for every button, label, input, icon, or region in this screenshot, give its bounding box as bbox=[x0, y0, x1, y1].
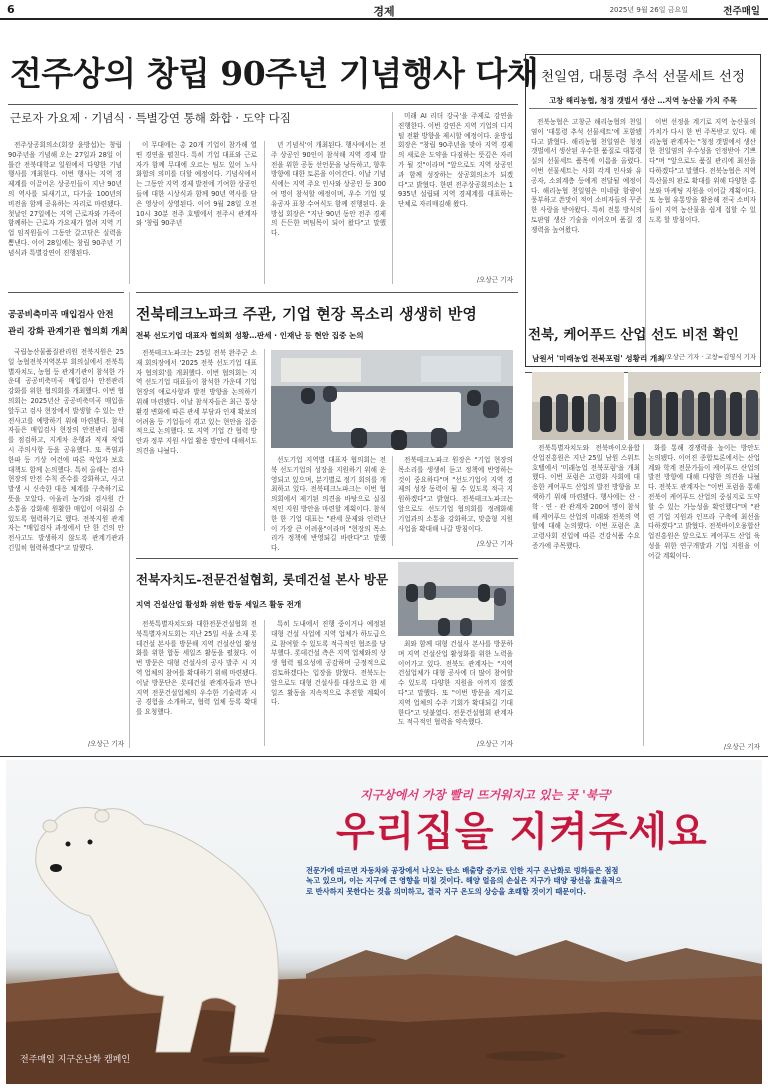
a3-byline: /오상근 기자 bbox=[87, 740, 124, 748]
a6-col2: 특히 도내에서 진행 중이거나 예정된 대형 건설 사업에 지역 업체가 하도급으로 참여할 수 있도록 적극적인 협조를 당부했다. 롯데건설 측은 지역 업체와의 상생 협력 필요성에 공감하며 긍정적으로 검토하겠다는 입장을 밝혔다. 전북도는 앞으로도 대형 건설사를 대상으로 한 세일즈 활동을 지속적으로 추진할 계획이다. bbox=[271, 620, 386, 707]
a5-forum-photo bbox=[532, 372, 624, 440]
ad-footer-caption: 전주매일 지구온난화 캠페인 bbox=[20, 1055, 131, 1065]
a5-col2-text: 화를 통해 경쟁력을 높이는 방안도 논의됐다. 이어진 종합토론에서는 산업계와 학계 전문가들이 케어푸드 산업의 발전 방향에 대해 다양한 의견을 나눴다. 전북도 관계자는 "이번 포럼을 통해 전북이 케어푸드 산업의 중심지로 도약할 수 있는 가능성을 확인했다"며 "관련 기업 지원과 인프라 구축에 최선을 다하겠다"고 밝혔다. 전북바이오융합산업진흥원은 앞으로도 케어푸드 산업 육성을 위한 연구개발과 기업 지원을 이어갈 계획이다. bbox=[648, 444, 760, 560]
a6-meeting-photo bbox=[398, 562, 514, 636]
a5-col1-text: 전북특별자치도와 전북바이오융합산업진흥원은 지난 25일 남원 스위트호텔에서 '미래농업 전북포럼'을 개최했다. 이번 포럼은 고령화 사회에 대응한 케어푸드 산업의 발전 방향을 모색하기 위해 마련됐다. 행사에는 산 · 학 · 연 · 관 관계자 200여 명이 참석해 케어푸드 산업의 미래와 전북의 역할에 대해 논의했다. 이번 포럼은 초고령사회 진입에 따른 건강식품 수요 증가에 주목했다. bbox=[532, 444, 640, 550]
headline-a2: 천일염, 대통령 추석 선물세트 선정 bbox=[540, 69, 746, 85]
campaign-ad bbox=[6, 760, 762, 1084]
a2-col2: 이번 선정을 계기로 지역 농산물의 가치가 다시 한 번 주목받고 있다. 해리농협 관계자는 "청정 갯벌에서 생산한 천일염의 우수성을 인정받아 기쁘다"며 "앞으로도 품질 관리에 최선을 다하겠다"고 말했다. 전북농협은 지역 특산물의 판로 확대를 위해 다양한 홍보와 마케팅 지원을 이어갈 계획이다. 또 농협 유통망을 활용해 전국 소비자들이 지역 농산물을 쉽게 접할 수 있도록 할 방침이다. bbox=[649, 118, 756, 224]
a6-byline: /오상근 기자 bbox=[476, 740, 513, 748]
a1-byline: /오상근 기자 bbox=[476, 276, 513, 284]
a1-rule bbox=[8, 104, 518, 105]
headline-a3-line1: 공공비축미곡 매입검사 안전 bbox=[8, 310, 114, 320]
a1-col1: 전주상공회의소(회장 윤방섭)는 창립 90주년을 기념해 오는 27일과 28일 이틀간 전북대학교 일원에서 다양한 기념행사를 개최한다. 이번 행사는 지역 경제계를 이끌어온 상공인들이 지난 90년의 역사를 되새기고, 다가올 100년의 비전을 함께 공유하는 자리로 마련됐다. 첫날인 27일에는 지역 근로자와 가족이 함께하는 근로자 가요제가 열려 지역 기업 임직원들이 그동안 갈고닦은 실력을 뽐낸다. 이어 28일에는 창립 90주년 기념식과 특별강연이 진행된다. bbox=[8, 141, 122, 257]
paper-name: 전주매일 bbox=[723, 6, 760, 17]
section-title: 경제 bbox=[373, 5, 395, 18]
a4-col3: 전북테크노파크 원장은 "기업 현장의 목소리를 생생히 듣고 정책에 반영하는 것이 중요하다"며 "선도기업이 지역 경제의 성장 동력이 될 수 있도록 적극 지원하겠다"고 밝혔다. 전북테크노파크는 앞으로도 선도기업 협의회를 정례화해 기업과의 소통을 강화하고, 맞춤형 지원 사업을 확대해 나갈 방침이다. bbox=[398, 456, 513, 533]
ad-body: 전문가에 따르면 자동차와 공장에서 나오는 탄소 배출량 증가로 인한 지구 온난화로 빙하들은 점점 녹고 있으며, 이는 지구에 큰 영향을 미칠 것이다. 해양 얼음의 손실은 지구가 태양 광선을 효율적으 로 반사하지 못한다는 것을 의미하고, 결국 지구 온도의 상승을 초래할 것이기 때문이다. bbox=[306, 866, 623, 896]
a3-body: 국립농산물품질관리원 전북지원은 25일 농협전북지역본부 회의실에서 전북특별자치도, 농협 등 관계기관이 참석한 가운데 공공비축미곡 매입검사 안전관리 강화를 위한 협의회를 개최했다. 이번 협의회는 2025년산 공공비축미곡 매입을 앞두고 검사 현장에서 발생할 수 있는 안전사고를 예방하기 위해 마련됐다. 참석자들은 매입검사 현장의 안전관리 실태를 점검하고, 지게차 운행과 적재 작업 시 주의사항 등을 공유했다. 또 폭염과 한파 등 기상 여건에 따른 작업자 보호 대책도 함께 논의했다. 특히 올해는 검사 현장의 안전 수칙 준수를 강화하고, 사고 발생 시 신속한 대응 체계를 구축하기로 뜻을 모았다. 아울러 농가와 검사원 간 소통을 강화해 원활한 매입이 이뤄질 수 있도록 협력하기로 했다. 전북지원 관계자는 "매입검사 과정에서 단 한 건의 안전사고도 발생하지 않도록 관계기관과 긴밀히 협력하겠다"고 말했다. bbox=[8, 348, 124, 552]
a4-byline: /오상근 기자 bbox=[476, 540, 513, 548]
a2-byline: /오상근 기자 · 고창=김영식 기자 bbox=[664, 353, 756, 361]
a4-col2: 선도기업 지역별 대표자 협의회는 전북 선도기업의 성장을 지원하기 위해 운영되고 있으며, 분기별로 정기 회의를 개최하고 있다. 전북테크노파크는 이번 협의회에서 제기된 의견을 바탕으로 실질적인 지원 방안을 마련할 계획이다. 참석한 한 기업 대표는 "관세 문제와 인력난이 가장 큰 어려움"이라며 "현장의 목소리가 정책에 반영되길 바란다"고 말했다. bbox=[271, 456, 386, 553]
a1-col2: 이 무대에는 총 20개 기업이 참가해 열띤 경연을 펼친다. 특히 기업 대표와 근로자가 함께 무대에 오르는 팀도 있어 노사 화합의 의미를 더할 예정이다. 기념식에서는 그동안 지역 경제 발전에 기여한 상공인들에 대한 시상식과 함께 90년 역사를 담은 영상이 상영된다. 이어 9월 28일 오전 10시 30분 전주 호텔에서 전주시 관계자와 '창립 90주년 bbox=[136, 141, 257, 228]
a5-byline: /오상근 기자 bbox=[723, 743, 760, 751]
issue-date: 2025년 9월 26일 금요일 bbox=[609, 6, 688, 14]
page-number: 6 bbox=[7, 3, 15, 16]
a4-col1: 전북테크노파크는 25일 전북 완주군 소재 회의장에서 '2025 전북 선도기업 대표자 협의회'를 개최했다. 이번 협의회는 지역 선도기업 대표들이 참석한 가운데 기업 현장의 애로사항과 발전 방향을 논의하기 위해 마련됐다. 이날 참석자들은 최근 통상 환경 변화에 따른 관세 부담과 인재 확보의 어려움 등 기업들이 겪고 있는 현안을 집중적으로 논의했다. 또 지역 기업 간 협력 방안과 정부 지원 사업 활용 방안에 대해서도 의견을 나눴다. bbox=[136, 349, 257, 455]
a1-col3: 년 기념식'이 개최된다. 행사에서는 전주 상공인 90인이 참석해 지역 경제 발전을 위한 공동 선언문을 낭독하고, 향후 방향에 대한 토론을 이어간다. 이날 기념식에는 지역 주요 인사와 상공인 등 300여 명이 참석할 예정이며, 우수 기업 및 유공자 표창 수여식도 함께 진행된다. 윤방섭 회장은 "지난 90년 동안 전주 경제의 든든한 버팀목이 되어 왔다"고 말했다. bbox=[271, 141, 386, 238]
a6-col1: 전북특별자치도와 대한전문건설협회 전북특별자치도회는 지난 25일 서울 소재 롯데건설 본사를 방문해 지역 건설산업 활성화를 위한 합동 세일즈 활동을 펼쳤다. 이번 방문은 대형 건설사의 공사 발주 시 지역 업체의 참여를 확대하기 위해 마련됐다. 이날 방문단은 롯데건설 관계자들과 만나 지역 전문건설업체의 우수한 기술력과 시공 경험을 소개하고, 협력 업체 등록 확대를 요청했다. bbox=[136, 620, 257, 717]
masthead bbox=[0, 0, 768, 20]
headline-a4: 전북테크노파크 주관, 기업 현장 목소리 생생히 반영 bbox=[136, 305, 477, 323]
headline-a1: 전주상의 창립 90주년 기념행사 다채 bbox=[10, 54, 539, 93]
subheadline-a6: 지역 건설산업 활성화 위한 합동 세일즈 활동 전개 bbox=[136, 600, 302, 609]
ad-headline: 우리집을 지켜주세요 bbox=[336, 808, 708, 855]
subheadline-a4: 전북 선도기업 대표자 협의회 성황…판세 · 인재난 등 현안 집중 논의 bbox=[136, 331, 364, 340]
a6-col3: 최와 함께 대형 건설사 본사를 방문하며 지역 건설산업 활성화를 위한 노력을 이어가고 있다. 전북도 관계자는 "지역 건설업체가 대형 공사에 더 많이 참여할 수 있도록 다양한 지원을 아끼지 않겠다"고 말했다. 또 "이번 방문을 계기로 지역 업체의 수주 기회가 확대되길 기대한다"고 덧붙였다. 전문건설협회 관계자도 적극적인 협력을 약속했다. bbox=[398, 640, 513, 727]
headline-a5-display: 전북, 케어푸드 산업 선도 비전 확인 bbox=[528, 327, 739, 343]
a4-meeting-photo bbox=[271, 350, 513, 448]
headline-a6: 전북자치도-전문건설협회, 롯데건설 본사 방문 bbox=[136, 572, 389, 587]
headline-a3-line2: 관리 강화 관계기관 협의회 개최 bbox=[8, 327, 128, 337]
masthead-rule bbox=[0, 18, 768, 20]
ad-tagline: 지구상에서 가장 빨리 뜨거워지고 있는 곳 '북극' bbox=[360, 788, 613, 802]
a2-col1: 전북농협은 고창군 해리농협의 천일염이 '대통령 추석 선물세트'에 포함됐다고 밝혔다. 해리농협 천일염은 청정 갯벌에서 생산된 우수한 품질로 대통령실의 선물세트 품목에 이름을 올렸다. 이번 선물세트는 사회 각계 인사와 유공자, 소외계층 등에게 전달될 예정이다. 해리농협 천일염은 미네랄 함량이 풍부하고 쓴맛이 적어 소비자들의 꾸준한 사랑을 받아왔다. 특히 전통 방식의 토판염 생산 기술을 이어오며 품질 경쟁력을 높여왔다. bbox=[531, 118, 642, 234]
a5-group-photo bbox=[628, 372, 760, 440]
a1-col4: 미래 AI 리더 강국'을 주제로 강연을 진행한다. 이번 강연은 지역 기업의 디지털 전환 방향을 제시할 예정이다. 윤방섭 회장은 "창립 90주년을 맞아 지역 경제의 새로운 도약을 다짐하는 뜻깊은 자리가 될 것"이라며 "앞으로도 지역 상공인과 함께 성장하는 상공회의소가 되겠다"고 밝혔다. 한편 전주상공회의소는 1935년 설립돼 지역 경제계를 대표하는 단체로 자리매김해 왔다. bbox=[398, 112, 513, 209]
subheadline-a2: 고창 해리농협, 청정 갯벌서 생산 …지역 농산물 가치 주목 bbox=[549, 96, 737, 105]
subheadline-a5: 남원서 '미래농업 전북포럼' 성황리 개최 bbox=[532, 354, 665, 363]
subheadline-a1: 근로자 가요제 · 기념식 · 특별강연 통해 화합 · 도약 다짐 bbox=[10, 111, 291, 125]
